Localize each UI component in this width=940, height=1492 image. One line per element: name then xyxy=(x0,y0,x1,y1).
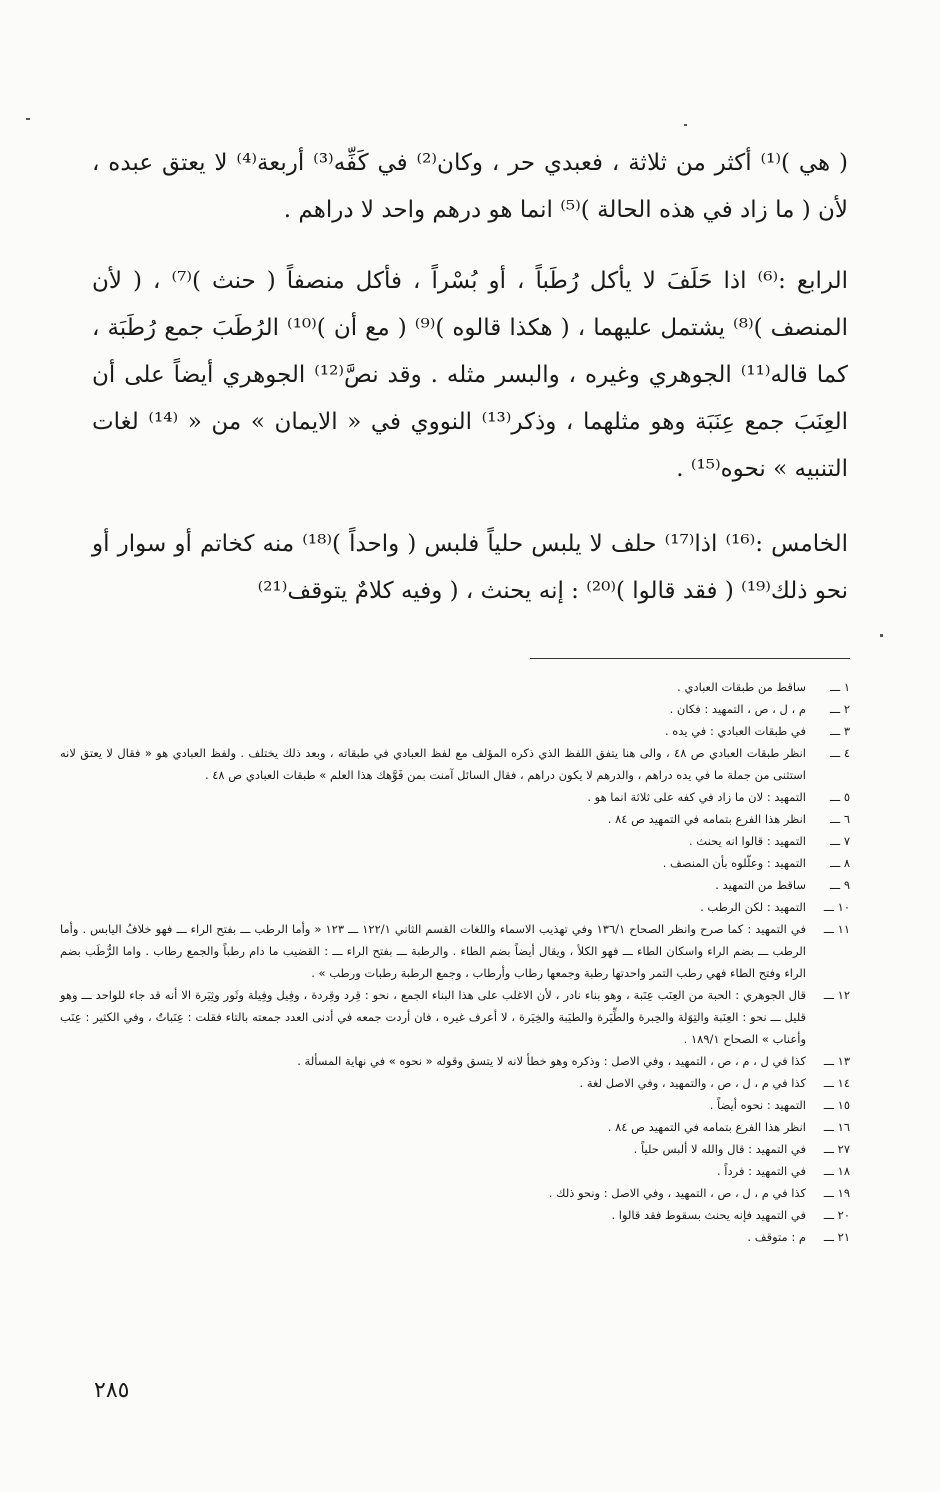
footnote-number: ٢٠ ـــ xyxy=(823,1208,850,1222)
footnote-item xyxy=(60,1072,850,1094)
footnote-divider xyxy=(530,658,850,659)
footnote-text: في التمهيد : قال والله لا ألبس حلياً . xyxy=(633,1142,806,1156)
footnote-text: كذا في ل ، م ، ص ، التمهيد ، وفي الاصل : وذكره وهو خطأ لانه لا يتسق وقوله « نحوه » في نهاية المسألة . xyxy=(297,1054,806,1068)
footnote-number: ٧ ـــ xyxy=(830,834,850,848)
footnote-item xyxy=(60,676,850,698)
footnote-item xyxy=(60,918,850,984)
footnote-item xyxy=(60,1160,850,1182)
footnote-item xyxy=(60,786,850,808)
footnote-item xyxy=(60,1116,850,1138)
main-text xyxy=(92,140,848,643)
footnote-number: ١٥ ـــ xyxy=(823,1098,850,1112)
footnote-text: كذا في م ، ل ، ص ، والتمهيد ، وفي الاصل لغة . xyxy=(579,1076,806,1090)
footnote-number: ٦ ـــ xyxy=(830,812,850,826)
footnote-item xyxy=(60,1138,850,1160)
footnote-text: التمهيد : وعلّلوه بأن المنصف . xyxy=(662,856,806,870)
footnote-item xyxy=(60,1204,850,1226)
footnote-item xyxy=(60,698,850,720)
footnote-text: م : متوقف . xyxy=(747,1230,806,1244)
footnote-text: انظر هذا الفرع بتمامه في التمهيد ص ٨٤ . xyxy=(607,812,806,826)
footnote-item xyxy=(60,1182,850,1204)
footnote-item xyxy=(60,852,850,874)
footnote-number: ١٤ ـــ xyxy=(823,1076,850,1090)
footnotes xyxy=(60,676,850,1248)
footnote-text: في التمهيد : فرداً . xyxy=(716,1164,806,1178)
footnote-number: ٢١ ـــ xyxy=(823,1230,850,1244)
page-number: ٢٨٥ xyxy=(94,1378,130,1403)
footnote-number: ٩ ـــ xyxy=(830,878,850,892)
footnote-text: التمهيد : قالوا انه يحنث . xyxy=(688,834,806,848)
footnote-text: التمهيد : لان ما زاد في كفه على ثلاثة انما هو . xyxy=(587,790,806,804)
footnote-text: في التمهيد : كما صرح وانظر الصحاح ١٣٦/١ وفي تهذيب الاسماء واللغات القسم الثاني ١٢٢/١ ـــ ١٢٣ « وأما الرطب ـــ بفتح الراء ـــ فهو خلافُ اليابس . وأما الرطب ـــ بضم الراء واسكان الطاء ـــ فهو الكلأ ، ويقال أيضاً بضم الطاء . والرطبة ـــ بفتح الراء ـــ : القضيب ما دام رطباً والجمع رطاب . واما الرُّطَب بضم الراء وفتح الطاء فهي رطب التمر واحدتها رطبة وجمعها رطاب وأرطاب ، وجمع الرطبة رطبات ورطب » . xyxy=(60,922,806,980)
footnote-text: كذا في م ، ل ، ص ، التمهيد ، وفي الاصل : ونحو ذلك . xyxy=(548,1186,806,1200)
footnote-text: ساقط من طبقات العبادي . xyxy=(677,680,806,694)
footnote-number: ١٠ ـــ xyxy=(823,900,850,914)
footnote-item xyxy=(60,1050,850,1072)
footnote-number: ٨ ـــ xyxy=(830,856,850,870)
footnote-number: ٢٧ ـــ xyxy=(823,1142,850,1156)
footnote-text: قال الجوهري : الحبة من العِنَب عِنَبة ، وهو بناء نادر ، لأن الاغلب على هذا البناء الجمع ، نحو : قِرد وقِردة ، وفِيل وفِيلة وثَور وثِيَرة الا أنه قد جاء للواحد ـــ وهو قليل ـــ نحو : العِنَبة والتِوَلة والحِبرة والطِّيَرة والطيَبة والخِيَرة ، لا أعرف غيره ، فان أردت جمعه في أدنى العدد جمعته بالتاء فقلت : عِنَباتٌ ، وفي الكثير : عِنَب وأعناب » الصحاح ١٨٩/١ . xyxy=(60,988,806,1046)
footnote-item xyxy=(60,720,850,742)
scan-speck xyxy=(880,634,883,637)
footnote-text: التمهيد : نحوه أيضاً . xyxy=(709,1098,806,1112)
paragraph-1: ( هي )⁽¹⁾ أكثر من ثلاثة ، فعبدي حر ، وكان⁽²⁾ في كَفِّه⁽³⁾ أربعة⁽⁴⁾ لا يعتق عبده ، لأن ( ما زاد في هذه الحالة )⁽⁵⁾ انما هو درهم واحد لا دراهم . xyxy=(92,150,848,223)
footnote-item xyxy=(60,830,850,852)
footnote-text: انظر طبقات العبادي ص ٤٨ ، والى هنا يتفق اللفظ الذي ذكره المؤلف مع لفظ العبادي في طبقاته ، وبعد ذلك يختلف . ولفظ العبادي هو « فقال لا يعتق لانه استثنى من جملة ما في يده دراهم ، والدرهم لا يكون دراهم ، فقال السائل آمنت بمن فَوَّهك هذا العلم » طبقات العبادي ص ٤٨ . xyxy=(60,746,806,782)
footnote-item xyxy=(60,742,850,786)
paragraph-3: الخامس :⁽¹⁶⁾ اذا⁽¹⁷⁾ حلف لا يلبس حلياً فلبس ( واحداً )⁽¹⁸⁾ منه كخاتم أو سوار أو نحو ذلك⁽¹⁹⁾ ( فقد قالوا )⁽²⁰⁾ : إنه يحنث ، ( وفيه كلامٌ يتوقف⁽²¹⁾ xyxy=(92,531,849,604)
footnote-number: ١٨ ـــ xyxy=(823,1164,850,1178)
scan-speck xyxy=(684,124,687,126)
footnote-item xyxy=(60,984,850,1050)
footnote-text: انظر هذا الفرع بتمامه في التمهيد ص ٨٤ . xyxy=(607,1120,806,1134)
footnote-number: ١٢ ـــ xyxy=(823,988,850,1002)
footnote-number: ١ ـــ xyxy=(830,680,850,694)
footnote-number: ١٦ ـــ xyxy=(823,1120,850,1134)
footnote-number: ٣ ـــ xyxy=(830,724,850,738)
footnote-text: في التمهيد فإنه يحنث بسقوط فقد قالوا . xyxy=(611,1208,806,1222)
footnote-item xyxy=(60,808,850,830)
footnote-number: ١١ ـــ xyxy=(823,922,850,936)
footnote-item xyxy=(60,1094,850,1116)
footnote-text: ساقط من التمهيد . xyxy=(715,878,806,892)
paragraph-2: الرابع :⁽⁶⁾ اذا حَلَفَ لا يأكل رُطَباً ، أو بُسْراً ، فأكل منصفاً ( حنث )⁽⁷⁾ ، ( لأن المنصف )⁽⁸⁾ يشتمل عليهما ، ( هكذا قالوه )⁽⁹⁾ ( مع أن )⁽¹⁰⁾ الرُطَبَ جمع رُطَبَة ، كما قاله⁽¹¹⁾ الجوهري وغيره ، والبسر مثله . وقد نصَّ⁽¹²⁾ الجوهري أيضاً على أن العِنَبَ جمع عِنَبَة وهو مثلهما ، وذكر⁽¹³⁾ النووي في « الايمان » من « ⁽¹⁴⁾ لغات التنبيه » نحوه⁽¹⁵⁾ . xyxy=(92,268,849,482)
footnote-number: ٥ ـــ xyxy=(830,790,850,804)
footnote-text: م ، ل ، ص ، التمهيد : فكان . xyxy=(669,702,806,716)
footnote-number: ١٩ ـــ xyxy=(823,1186,850,1200)
footnote-item xyxy=(60,874,850,896)
footnote-number: ٤ ـــ xyxy=(830,746,850,760)
footnote-text: في طبقات العبادي : في يده . xyxy=(664,724,806,738)
footnote-number: ٢ ـــ xyxy=(830,702,850,716)
footnote-item xyxy=(60,896,850,918)
footnote-text: التمهيد : لكن الرطب . xyxy=(700,900,806,914)
footnote-item xyxy=(60,1226,850,1248)
scan-speck xyxy=(26,118,30,120)
footnote-number: ١٣ ـــ xyxy=(823,1054,850,1068)
